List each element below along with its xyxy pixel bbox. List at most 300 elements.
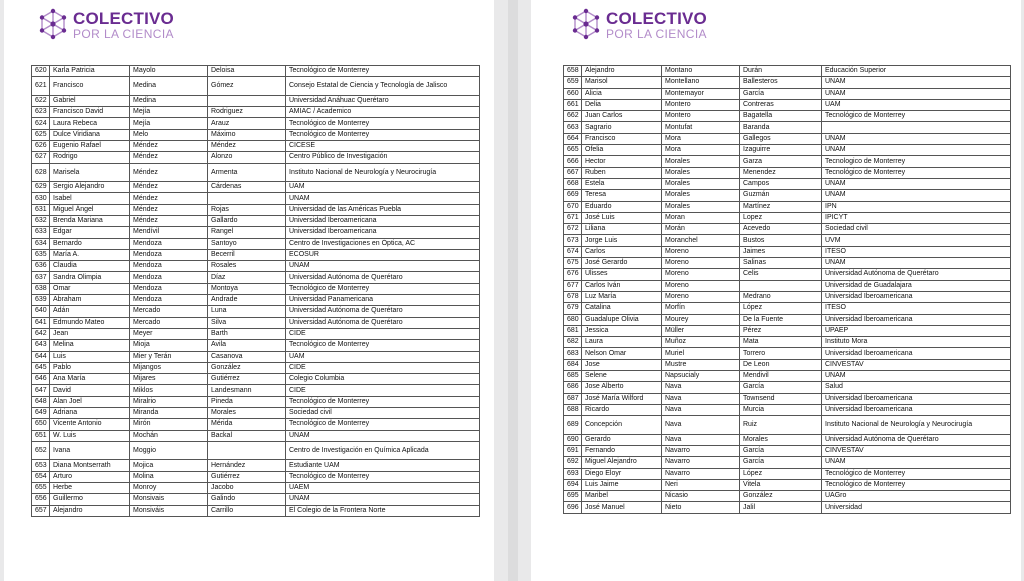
first-name-cell: Nelson Omar: [582, 348, 662, 359]
institution-cell: Sociedad civil: [822, 224, 1011, 235]
paternal-surname-cell: Morales: [662, 190, 740, 201]
maternal-surname-cell: García: [740, 88, 822, 99]
paternal-surname-cell: Meyer: [130, 328, 208, 339]
table-row: [564, 348, 1011, 359]
maternal-surname-cell: Barth: [208, 328, 286, 339]
brand-tagline: POR LA CIENCIA: [73, 27, 174, 41]
table-row: [564, 325, 1011, 336]
table-row: [564, 359, 1011, 370]
row-number-cell: 685: [564, 371, 582, 382]
maternal-surname-cell: [208, 441, 286, 460]
paternal-surname-cell: Nieto: [662, 502, 740, 513]
first-name-cell: Delia: [582, 99, 662, 110]
first-name-cell: Catalina: [582, 303, 662, 314]
table-row: [564, 111, 1011, 122]
network-logo-icon: [36, 8, 70, 42]
document-page-right: [531, 0, 1021, 581]
first-name-cell: José Luis: [582, 212, 662, 223]
table-row: [564, 77, 1011, 88]
first-name-cell: Isabel: [50, 193, 130, 204]
table-row: [32, 95, 480, 106]
row-number-cell: 643: [32, 340, 50, 351]
maternal-surname-cell: Armenta: [208, 163, 286, 182]
paternal-surname-cell: Mendívil: [130, 227, 208, 238]
first-name-cell: Juan Carlos: [582, 111, 662, 122]
paternal-surname-cell: Mendoza: [130, 238, 208, 249]
table-row: [32, 460, 480, 471]
first-name-cell: Guillermo: [50, 494, 130, 505]
first-name-cell: Francisco: [50, 77, 130, 96]
brand-name: COLECTIVO: [73, 9, 174, 28]
row-number-cell: 626: [32, 140, 50, 151]
row-number-cell: 691: [564, 446, 582, 457]
first-name-cell: José Manuel: [582, 502, 662, 513]
paternal-surname-cell: Nicasio: [662, 491, 740, 502]
maternal-surname-cell: Gallegos: [740, 133, 822, 144]
paternal-surname-cell: Medina: [130, 95, 208, 106]
first-name-cell: Adriana: [50, 408, 130, 419]
maternal-surname-cell: Bagatella: [740, 111, 822, 122]
first-name-cell: Edgar: [50, 227, 130, 238]
table-row: [564, 491, 1011, 502]
row-number-cell: 696: [564, 502, 582, 513]
institution-cell: Centro Público de Investigación: [286, 152, 480, 163]
maternal-surname-cell: Vitela: [740, 479, 822, 490]
maternal-surname-cell: Izaguirre: [740, 145, 822, 156]
first-name-cell: Marisol: [582, 77, 662, 88]
maternal-surname-cell: Cárdenas: [208, 182, 286, 193]
institution-cell: ITESO: [822, 303, 1011, 314]
table-row: [32, 374, 480, 385]
first-name-cell: Adán: [50, 306, 130, 317]
first-name-cell: Ruben: [582, 167, 662, 178]
institution-cell: UNAM: [822, 258, 1011, 269]
table-row: [564, 393, 1011, 404]
first-name-cell: Liliana: [582, 224, 662, 235]
maternal-surname-cell: Máximo: [208, 129, 286, 140]
table-row: [564, 156, 1011, 167]
first-name-cell: Alan Joel: [50, 396, 130, 407]
row-number-cell: 689: [564, 416, 582, 435]
row-number-cell: 647: [32, 385, 50, 396]
first-name-cell: Luis Jaime: [582, 479, 662, 490]
row-number-cell: 645: [32, 362, 50, 373]
institution-cell: UAM: [286, 351, 480, 362]
paternal-surname-cell: Neri: [662, 479, 740, 490]
paternal-surname-cell: Mayolo: [130, 66, 208, 77]
first-name-cell: Ulisses: [582, 269, 662, 280]
institution-cell: ECOSUR: [286, 249, 480, 260]
row-number-cell: 636: [32, 261, 50, 272]
institution-cell: Salud: [822, 382, 1011, 393]
institution-cell: Universidad Iberoamericana: [286, 227, 480, 238]
first-name-cell: Maribel: [582, 491, 662, 502]
maternal-surname-cell: Díaz: [208, 272, 286, 283]
paternal-surname-cell: Méndez: [130, 152, 208, 163]
row-number-cell: 684: [564, 359, 582, 370]
institution-cell: Universidad Anáhuac Querétaro: [286, 95, 480, 106]
row-number-cell: 679: [564, 303, 582, 314]
paternal-surname-cell: Mercado: [130, 306, 208, 317]
paternal-surname-cell: Mercado: [130, 317, 208, 328]
brand-tagline: POR LA CIENCIA: [606, 27, 707, 41]
first-name-cell: Concepción: [582, 416, 662, 435]
maternal-surname-cell: Mata: [740, 337, 822, 348]
row-number-cell: 687: [564, 393, 582, 404]
maternal-surname-cell: Lopez: [740, 212, 822, 223]
institution-cell: UNAM: [822, 371, 1011, 382]
row-number-cell: 680: [564, 314, 582, 325]
paternal-surname-cell: Moreno: [662, 258, 740, 269]
first-name-cell: Ricardo: [582, 404, 662, 415]
table-row: [564, 382, 1011, 393]
paternal-surname-cell: Navarro: [662, 446, 740, 457]
first-name-cell: Luis: [50, 351, 130, 362]
institution-cell: Tecnológico de Monterrey: [286, 118, 480, 129]
maternal-surname-cell: De Leon: [740, 359, 822, 370]
institution-cell: [822, 122, 1011, 133]
row-number-cell: 688: [564, 404, 582, 415]
table-row: [564, 314, 1011, 325]
row-number-cell: 672: [564, 224, 582, 235]
paternal-surname-cell: Moreno: [662, 291, 740, 302]
paternal-surname-cell: Moreno: [662, 269, 740, 280]
maternal-surname-cell: Jalil: [740, 502, 822, 513]
row-number-cell: 640: [32, 306, 50, 317]
institution-cell: UPAEP: [822, 325, 1011, 336]
first-name-cell: Edmundo Mateo: [50, 317, 130, 328]
paternal-surname-cell: Nava: [662, 404, 740, 415]
institution-cell: Tecnológico de Monterrey: [286, 66, 480, 77]
table-row: [564, 201, 1011, 212]
institution-cell: CINVESTAV: [822, 446, 1011, 457]
maternal-surname-cell: Carrillo: [208, 505, 286, 516]
first-name-cell: Hector: [582, 156, 662, 167]
row-number-cell: 662: [564, 111, 582, 122]
first-name-cell: David: [50, 385, 130, 396]
maternal-surname-cell: Luna: [208, 306, 286, 317]
maternal-surname-cell: Morales: [208, 408, 286, 419]
table-row: [32, 306, 480, 317]
table-row: [32, 430, 480, 441]
row-number-cell: 690: [564, 434, 582, 445]
paternal-surname-cell: Muriel: [662, 348, 740, 359]
institution-cell: Instituto Nacional de Neurología y Neurocirugía: [286, 163, 480, 182]
maternal-surname-cell: Guzmán: [740, 190, 822, 201]
row-number-cell: 650: [32, 419, 50, 430]
table-row: [32, 129, 480, 140]
first-name-cell: Diana Montserrath: [50, 460, 130, 471]
first-name-cell: Jose Alberto: [582, 382, 662, 393]
first-name-cell: Gabriel: [50, 95, 130, 106]
row-number-cell: 686: [564, 382, 582, 393]
institution-cell: Colegio Columbia: [286, 374, 480, 385]
paternal-surname-cell: Montemayor: [662, 88, 740, 99]
maternal-surname-cell: Alonzo: [208, 152, 286, 163]
paternal-surname-cell: Medina: [130, 77, 208, 96]
row-number-cell: 682: [564, 337, 582, 348]
paternal-surname-cell: Montero: [662, 111, 740, 122]
first-name-cell: Melina: [50, 340, 130, 351]
institution-cell: Instituto Mora: [822, 337, 1011, 348]
row-number-cell: 666: [564, 156, 582, 167]
table-row: [564, 235, 1011, 246]
table-row: [32, 204, 480, 215]
institution-cell: UNAM: [286, 430, 480, 441]
first-name-cell: Miguel Alejandro: [582, 457, 662, 468]
maternal-surname-cell: Casanova: [208, 351, 286, 362]
paternal-surname-cell: Molina: [130, 471, 208, 482]
row-number-cell: 637: [32, 272, 50, 283]
maternal-surname-cell: Contreras: [740, 99, 822, 110]
row-number-cell: 642: [32, 328, 50, 339]
maternal-surname-cell: Pineda: [208, 396, 286, 407]
row-number-cell: 630: [32, 193, 50, 204]
table-row: [32, 295, 480, 306]
brand-name: COLECTIVO: [606, 9, 707, 28]
institution-cell: UNAM: [822, 77, 1011, 88]
paternal-surname-cell: Miklos: [130, 385, 208, 396]
table-row: [32, 328, 480, 339]
row-number-cell: 623: [32, 107, 50, 118]
table-row: [32, 317, 480, 328]
institution-cell: Universidad de Guadalajara: [822, 280, 1011, 291]
first-name-cell: Selene: [582, 371, 662, 382]
first-name-cell: Teresa: [582, 190, 662, 201]
paternal-surname-cell: Méndez: [130, 204, 208, 215]
maternal-surname-cell: Jacobo: [208, 483, 286, 494]
institution-cell: ITESO: [822, 246, 1011, 257]
first-name-cell: Herbe: [50, 483, 130, 494]
maternal-surname-cell: López: [740, 468, 822, 479]
maternal-surname-cell: Garza: [740, 156, 822, 167]
paternal-surname-cell: Mojica: [130, 460, 208, 471]
table-row: [32, 152, 480, 163]
row-number-cell: 629: [32, 182, 50, 193]
institution-cell: Instituto Nacional de Neurología y Neurocirugía: [822, 416, 1011, 435]
institution-cell: Universidad Iberoamericana: [822, 393, 1011, 404]
paternal-surname-cell: Mourey: [662, 314, 740, 325]
first-name-cell: Sagrario: [582, 122, 662, 133]
maternal-surname-cell: [208, 95, 286, 106]
row-number-cell: 628: [32, 163, 50, 182]
paternal-surname-cell: Méndez: [130, 182, 208, 193]
paternal-surname-cell: Mendoza: [130, 249, 208, 260]
institution-cell: CINVESTAV: [822, 359, 1011, 370]
paternal-surname-cell: Mustre: [662, 359, 740, 370]
paternal-surname-cell: Mijangos: [130, 362, 208, 373]
maternal-surname-cell: Montoya: [208, 283, 286, 294]
first-name-cell: Francisco David: [50, 107, 130, 118]
table-row: [32, 77, 480, 96]
row-number-cell: 632: [32, 215, 50, 226]
institution-cell: Universidad Panamericana: [286, 295, 480, 306]
table-row: [564, 502, 1011, 513]
row-number-cell: 695: [564, 491, 582, 502]
paternal-surname-cell: Monsivais: [130, 494, 208, 505]
maternal-surname-cell: González: [208, 362, 286, 373]
table-row: [32, 351, 480, 362]
maternal-surname-cell: Morales: [740, 434, 822, 445]
maternal-surname-cell: [740, 280, 822, 291]
first-name-cell: Alicia: [582, 88, 662, 99]
first-name-cell: María A.: [50, 249, 130, 260]
institution-cell: CIDE: [286, 362, 480, 373]
maternal-surname-cell: González: [740, 491, 822, 502]
first-name-cell: Estela: [582, 178, 662, 189]
first-name-cell: Marisela: [50, 163, 130, 182]
first-name-cell: Claudia: [50, 261, 130, 272]
table-row: [564, 122, 1011, 133]
paternal-surname-cell: Müller: [662, 325, 740, 336]
paternal-surname-cell: Monroy: [130, 483, 208, 494]
table-row: [564, 145, 1011, 156]
maternal-surname-cell: Townsend: [740, 393, 822, 404]
table-row: [564, 404, 1011, 415]
paternal-surname-cell: Mora: [662, 145, 740, 156]
first-name-cell: Luz María: [582, 291, 662, 302]
paternal-surname-cell: Moran: [662, 212, 740, 223]
table-row: [32, 272, 480, 283]
maternal-surname-cell: Silva: [208, 317, 286, 328]
first-name-cell: Eduardo: [582, 201, 662, 212]
first-name-cell: Gerardo: [582, 434, 662, 445]
institution-cell: El Colegio de la Frontera Norte: [286, 505, 480, 516]
maternal-surname-cell: Salinas: [740, 258, 822, 269]
row-number-cell: 639: [32, 295, 50, 306]
institution-cell: Tecnológico de Monterrey: [286, 129, 480, 140]
first-name-cell: Jessica: [582, 325, 662, 336]
first-name-cell: Laura Rebeca: [50, 118, 130, 129]
table-row: [32, 107, 480, 118]
maternal-surname-cell: Rodriguez: [208, 107, 286, 118]
paternal-surname-cell: Muñoz: [662, 337, 740, 348]
first-name-cell: Sergio Alejandro: [50, 182, 130, 193]
row-number-cell: 631: [32, 204, 50, 215]
row-number-cell: 694: [564, 479, 582, 490]
first-name-cell: Dulce Viridiana: [50, 129, 130, 140]
paternal-surname-cell: Navarro: [662, 468, 740, 479]
table-row: [564, 479, 1011, 490]
maternal-surname-cell: Deloisa: [208, 66, 286, 77]
first-name-cell: José María Wilford: [582, 393, 662, 404]
table-row: [32, 193, 480, 204]
row-number-cell: 620: [32, 66, 50, 77]
row-number-cell: 658: [564, 66, 582, 77]
institution-cell: Tecnológico de Monterrey: [286, 396, 480, 407]
institution-cell: Centro de Investigación en Química Aplicada: [286, 441, 480, 460]
row-number-cell: 627: [32, 152, 50, 163]
table-row: [32, 471, 480, 482]
first-name-cell: Fernando: [582, 446, 662, 457]
row-number-cell: 676: [564, 269, 582, 280]
first-name-cell: Jorge Luis: [582, 235, 662, 246]
first-name-cell: Diego Eloyr: [582, 468, 662, 479]
institution-cell: Tecnológico de Monterrey: [286, 471, 480, 482]
maternal-surname-cell: Avila: [208, 340, 286, 351]
row-number-cell: 633: [32, 227, 50, 238]
row-number-cell: 644: [32, 351, 50, 362]
institution-cell: Universidad Iberoamericana: [822, 291, 1011, 302]
table-row: [32, 66, 480, 77]
paternal-surname-cell: Mijares: [130, 374, 208, 385]
paternal-surname-cell: Mendoza: [130, 261, 208, 272]
table-row: [32, 362, 480, 373]
brand-logo: [569, 8, 707, 42]
first-name-cell: Sandra Olimpia: [50, 272, 130, 283]
table-row: [32, 408, 480, 419]
maternal-surname-cell: Hernández: [208, 460, 286, 471]
paternal-surname-cell: Monsiváis: [130, 505, 208, 516]
maternal-surname-cell: Pérez: [740, 325, 822, 336]
row-number-cell: 675: [564, 258, 582, 269]
maternal-surname-cell: Méndez: [208, 140, 286, 151]
institution-cell: UNAM: [822, 190, 1011, 201]
network-logo-icon: [569, 8, 603, 42]
institution-cell: CIDE: [286, 385, 480, 396]
row-number-cell: 681: [564, 325, 582, 336]
first-name-cell: Alejandro: [582, 66, 662, 77]
document-page-left: [4, 0, 494, 581]
first-name-cell: José Gerardo: [582, 258, 662, 269]
table-row: [32, 238, 480, 249]
first-name-cell: Vicente Antonio: [50, 419, 130, 430]
row-number-cell: 659: [564, 77, 582, 88]
table-row: [564, 212, 1011, 223]
institution-cell: Universidad Autónoma de Querétaro: [286, 272, 480, 283]
paternal-surname-cell: Morales: [662, 156, 740, 167]
table-row: [32, 140, 480, 151]
row-number-cell: 670: [564, 201, 582, 212]
maternal-surname-cell: Baranda: [740, 122, 822, 133]
institution-cell: Universidad: [822, 502, 1011, 513]
row-number-cell: 638: [32, 283, 50, 294]
table-row: [32, 215, 480, 226]
paternal-surname-cell: Mejía: [130, 118, 208, 129]
maternal-surname-cell: De la Fuente: [740, 314, 822, 325]
table-row: [564, 178, 1011, 189]
first-name-cell: Karla Patricia: [50, 66, 130, 77]
institution-cell: Tecnológico de Monterrey: [286, 340, 480, 351]
paternal-surname-cell: Navarro: [662, 457, 740, 468]
row-number-cell: 660: [564, 88, 582, 99]
institution-cell: UAGro: [822, 491, 1011, 502]
paternal-surname-cell: Mejía: [130, 107, 208, 118]
row-number-cell: 634: [32, 238, 50, 249]
maternal-surname-cell: Murcia: [740, 404, 822, 415]
paternal-surname-cell: Montano: [662, 66, 740, 77]
maternal-surname-cell: Mendivil: [740, 371, 822, 382]
institution-cell: Tecnológico de Monterrey: [286, 283, 480, 294]
row-number-cell: 653: [32, 460, 50, 471]
paternal-surname-cell: Montufat: [662, 122, 740, 133]
row-number-cell: 668: [564, 178, 582, 189]
page-gutter: [508, 0, 518, 581]
table-row: [564, 190, 1011, 201]
maternal-surname-cell: Jaimes: [740, 246, 822, 257]
table-row: [32, 227, 480, 238]
institution-cell: IPN: [822, 201, 1011, 212]
table-row: [32, 163, 480, 182]
institution-cell: Universidad de las Américas Puebla: [286, 204, 480, 215]
institution-cell: Universidad Autónoma de Querétaro: [822, 434, 1011, 445]
institution-cell: CIDE: [286, 328, 480, 339]
maternal-surname-cell: Torrero: [740, 348, 822, 359]
institution-cell: UNAM: [822, 145, 1011, 156]
row-number-cell: 667: [564, 167, 582, 178]
institution-cell: Tecnologico de Monterrey: [822, 156, 1011, 167]
first-name-cell: Pablo: [50, 362, 130, 373]
